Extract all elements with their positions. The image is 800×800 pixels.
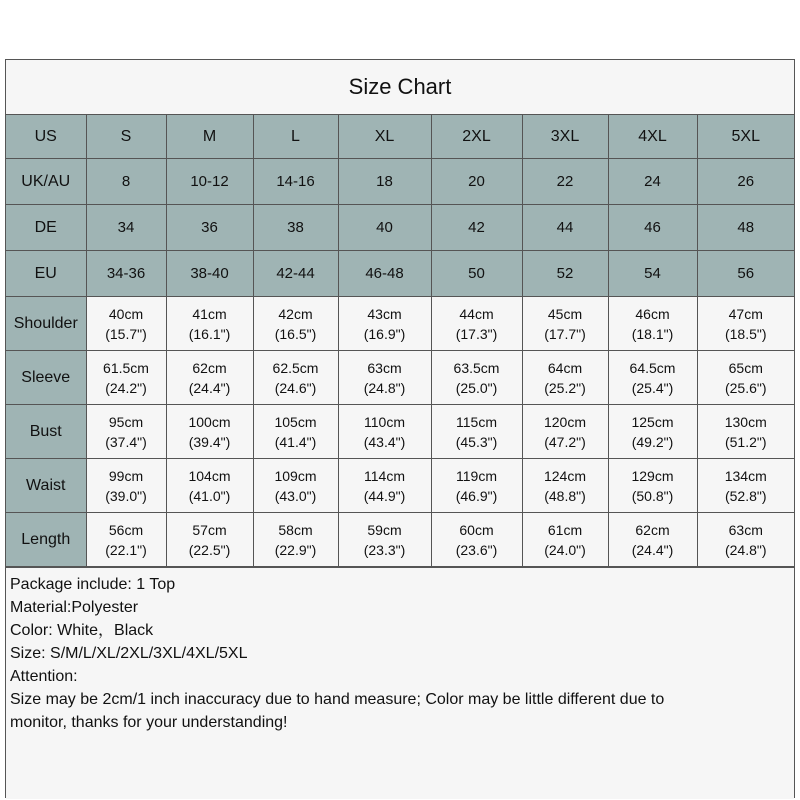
measure-cell xyxy=(431,513,522,567)
note-attention-line-1: Size may be 2cm/1 inch inaccuracy due to hand measure; Color may be little different due to xyxy=(10,691,665,708)
measure-cell xyxy=(86,459,166,513)
measure-cell xyxy=(431,459,522,513)
size-cell: 14-16 xyxy=(253,159,338,205)
cm-value: 62cm xyxy=(192,359,227,376)
measure-cell xyxy=(608,459,697,513)
cm-value: 63.5cm xyxy=(453,359,500,376)
cm-value: 60cm xyxy=(459,521,494,538)
measure-cell xyxy=(608,297,697,351)
row-label: Bust xyxy=(6,405,86,459)
cm-value: 95cm xyxy=(108,413,144,430)
size-cell: 48 xyxy=(697,205,794,251)
measure-row-length xyxy=(6,513,794,567)
note-color: Color: White，Black xyxy=(10,622,154,639)
measure-row-waist xyxy=(6,459,794,513)
measure-cell xyxy=(166,351,253,405)
inch-value: (16.9") xyxy=(363,325,406,342)
measure-cell xyxy=(166,459,253,513)
row-label: DE xyxy=(6,205,86,251)
cm-value: 99cm xyxy=(108,467,144,484)
row-label: US xyxy=(6,115,86,159)
cm-value: 130cm xyxy=(724,413,767,430)
measure-cell xyxy=(697,513,794,567)
inch-value: (23.6") xyxy=(455,541,498,558)
size-cell: 4XL xyxy=(608,115,697,159)
cm-value: 100cm xyxy=(188,413,231,430)
cm-value: 104cm xyxy=(188,467,231,484)
inch-value: (47.2") xyxy=(544,433,586,450)
measure-cell xyxy=(522,297,608,351)
cm-value: 47cm xyxy=(728,305,763,322)
inch-value: (16.1") xyxy=(188,325,231,342)
size-row-eu xyxy=(6,251,794,297)
size-cell: 20 xyxy=(431,159,522,205)
size-cell: 44 xyxy=(522,205,608,251)
inch-value: (16.5") xyxy=(274,325,317,342)
cm-value: 41cm xyxy=(192,305,227,322)
note-material: Material:Polyester xyxy=(10,599,139,616)
measure-cell xyxy=(522,405,608,459)
note-attention-heading: Attention: xyxy=(10,668,78,685)
inch-value: (24.4") xyxy=(631,541,674,558)
note-package: Package include: 1 Top xyxy=(10,576,176,593)
size-cell: 54 xyxy=(608,251,697,297)
inch-value: (17.3") xyxy=(455,325,498,342)
size-cell: 36 xyxy=(166,205,253,251)
inch-value: (17.7") xyxy=(544,325,586,342)
measure-cell xyxy=(697,459,794,513)
measure-row-sleeve xyxy=(6,351,794,405)
cm-value: 129cm xyxy=(631,467,674,484)
measure-cell xyxy=(608,405,697,459)
measure-row-bust xyxy=(6,405,794,459)
size-cell: S xyxy=(86,115,166,159)
size-cell: 8 xyxy=(86,159,166,205)
cm-value: 59cm xyxy=(367,521,402,538)
inch-value: (43.4") xyxy=(363,433,406,450)
size-cell: 34-36 xyxy=(86,251,166,297)
cm-value: 45cm xyxy=(547,305,583,322)
cm-value: 40cm xyxy=(108,305,144,322)
inch-value: (25.4") xyxy=(631,379,674,396)
size-cell: 46 xyxy=(608,205,697,251)
measure-cell xyxy=(338,513,431,567)
size-cell: 38 xyxy=(253,205,338,251)
inch-value: (39.4") xyxy=(188,433,231,450)
size-cell: 34 xyxy=(86,205,166,251)
inch-value: (24.2") xyxy=(105,379,147,396)
cm-value: 43cm xyxy=(367,305,402,322)
size-cell: 5XL xyxy=(697,115,794,159)
inch-value: (41.0") xyxy=(188,487,231,504)
cm-value: 120cm xyxy=(543,413,587,430)
size-cell: 38-40 xyxy=(166,251,253,297)
cm-value: 44cm xyxy=(459,305,494,322)
cm-value: 62.5cm xyxy=(272,359,319,376)
measure-cell xyxy=(431,297,522,351)
inch-value: (24.4") xyxy=(188,379,231,396)
size-cell: 2XL xyxy=(431,115,522,159)
size-cell: 3XL xyxy=(522,115,608,159)
inch-value: (18.5") xyxy=(724,325,767,342)
measure-cell xyxy=(431,405,522,459)
inch-value: (51.2") xyxy=(724,433,767,450)
measure-cell xyxy=(166,513,253,567)
cm-value: 124cm xyxy=(543,467,587,484)
row-label: UK/AU xyxy=(6,159,86,205)
measure-cell xyxy=(253,513,338,567)
measure-cell xyxy=(86,405,166,459)
measure-cell xyxy=(86,513,166,567)
size-cell: 10-12 xyxy=(166,159,253,205)
cm-value: 63cm xyxy=(728,521,763,538)
cm-value: 125cm xyxy=(631,413,674,430)
size-cell: 50 xyxy=(431,251,522,297)
inch-value: (18.1") xyxy=(631,325,674,342)
size-cell: 52 xyxy=(522,251,608,297)
cm-value: 64cm xyxy=(547,359,583,376)
size-cell: 24 xyxy=(608,159,697,205)
cm-value: 109cm xyxy=(274,467,317,484)
cm-value: 42cm xyxy=(278,305,313,322)
cm-value: 62cm xyxy=(635,521,670,538)
inch-value: (52.8") xyxy=(724,487,767,504)
measure-row-shoulder xyxy=(6,297,794,351)
inch-value: (24.8") xyxy=(724,541,767,558)
row-label: Length xyxy=(6,513,86,567)
inch-value: (24.0") xyxy=(544,541,586,558)
inch-value: (22.1") xyxy=(105,541,147,558)
size-row-uk-au xyxy=(6,159,794,205)
inch-value: (43.0") xyxy=(274,487,317,504)
measure-cell xyxy=(86,297,166,351)
cm-value: 58cm xyxy=(278,521,313,538)
size-cell: 46-48 xyxy=(338,251,431,297)
cm-value: 56cm xyxy=(108,521,144,538)
measure-cell xyxy=(338,405,431,459)
size-cell: 56 xyxy=(697,251,794,297)
chart-title: Size Chart xyxy=(6,60,794,115)
measure-cell xyxy=(522,459,608,513)
size-cell: 26 xyxy=(697,159,794,205)
inch-value: (50.8") xyxy=(631,487,674,504)
cm-value: 61cm xyxy=(547,521,583,538)
measure-cell xyxy=(166,297,253,351)
row-label: Shoulder xyxy=(6,297,86,351)
measure-cell xyxy=(431,351,522,405)
cm-value: 134cm xyxy=(724,467,767,484)
cm-value: 65cm xyxy=(728,359,763,376)
measure-cell xyxy=(697,297,794,351)
cm-value: 61.5cm xyxy=(103,359,149,376)
size-table xyxy=(6,115,794,567)
cm-value: 110cm xyxy=(364,413,405,430)
measure-cell xyxy=(253,297,338,351)
cm-value: 105cm xyxy=(274,413,317,430)
size-cell: 40 xyxy=(338,205,431,251)
cm-value: 64.5cm xyxy=(629,359,676,376)
size-cell: 42-44 xyxy=(253,251,338,297)
inch-value: (49.2") xyxy=(631,433,674,450)
size-cell: 42 xyxy=(431,205,522,251)
measure-cell xyxy=(608,351,697,405)
inch-value: (22.5") xyxy=(188,541,231,558)
note-attention-line-2: monitor, thanks for your understanding! xyxy=(10,714,288,731)
measure-cell xyxy=(522,513,608,567)
inch-value: (15.7") xyxy=(105,325,147,342)
size-chart xyxy=(5,59,795,798)
cm-value: 115cm xyxy=(456,413,497,430)
cm-value: 57cm xyxy=(192,521,227,538)
measure-cell xyxy=(253,405,338,459)
measure-cell xyxy=(697,405,794,459)
size-cell: XL xyxy=(338,115,431,159)
size-row-de xyxy=(6,205,794,251)
inch-value: (45.3") xyxy=(455,433,498,450)
cm-value: 114cm xyxy=(364,467,405,484)
inch-value: (24.6") xyxy=(274,379,317,396)
inch-value: (48.8") xyxy=(544,487,586,504)
row-label: EU xyxy=(6,251,86,297)
row-label: Waist xyxy=(6,459,86,513)
size-cell: M xyxy=(166,115,253,159)
inch-value: (25.2") xyxy=(544,379,586,396)
measure-cell xyxy=(253,459,338,513)
inch-value: (23.3") xyxy=(363,541,406,558)
product-notes xyxy=(6,567,794,799)
size-row-us xyxy=(6,115,794,159)
cm-value: 63cm xyxy=(367,359,402,376)
inch-value: (37.4") xyxy=(105,433,147,450)
inch-value: (24.8") xyxy=(363,379,406,396)
measure-cell xyxy=(253,351,338,405)
measure-cell xyxy=(166,405,253,459)
inch-value: (46.9") xyxy=(455,487,498,504)
measure-cell xyxy=(338,351,431,405)
inch-value: (25.6") xyxy=(724,379,767,396)
measure-cell xyxy=(608,513,697,567)
measure-cell xyxy=(697,351,794,405)
measure-cell xyxy=(522,351,608,405)
size-cell: L xyxy=(253,115,338,159)
inch-value: (44.9") xyxy=(363,487,406,504)
inch-value: (41.4") xyxy=(274,433,317,450)
cm-value: 119cm xyxy=(456,467,497,484)
size-cell: 22 xyxy=(522,159,608,205)
measure-cell xyxy=(86,351,166,405)
row-label: Sleeve xyxy=(6,351,86,405)
note-sizes: Size: S/M/L/XL/2XL/3XL/4XL/5XL xyxy=(10,645,248,662)
inch-value: (39.0") xyxy=(105,487,147,504)
inch-value: (25.0") xyxy=(455,379,498,396)
size-cell: 18 xyxy=(338,159,431,205)
measure-cell xyxy=(338,297,431,351)
inch-value: (22.9") xyxy=(274,541,317,558)
cm-value: 46cm xyxy=(635,305,670,322)
measure-cell xyxy=(338,459,431,513)
